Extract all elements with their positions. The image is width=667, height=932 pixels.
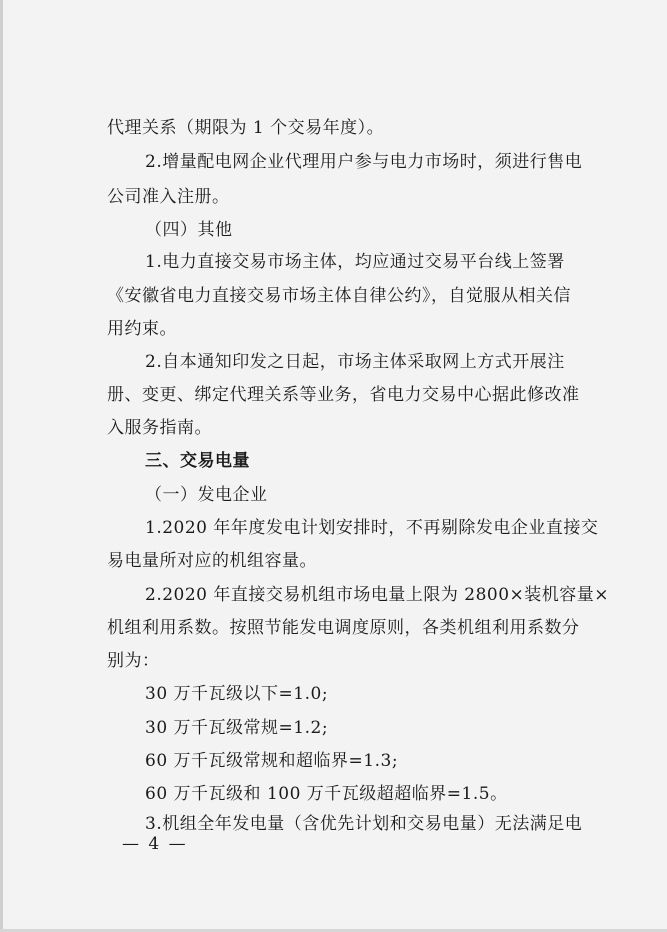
list-item: 60 万千瓦级和 100 万千瓦级超超临界=1.5。: [145, 784, 508, 804]
body-line: 3.机组全年发电量（含优先计划和交易电量）无法满足电: [145, 814, 583, 834]
body-line: 2.自本通知印发之日起，市场主体采取网上方式开展注: [145, 352, 565, 372]
body-line: 1.电力直接交易市场主体，均应通过交易平台线上签署: [145, 252, 565, 272]
scan-left-edge: [0, 0, 3, 932]
body-line: 别为：: [107, 651, 160, 671]
body-line: 机组利用系数。按照节能发电调度原则，各类机组利用系数分: [107, 618, 580, 638]
body-line: 《安徽省电力直接交易市场主体自律公约》，自觉服从相关信: [107, 286, 571, 306]
body-line: 2.2020 年直接交易机组市场电量上限为 2800×装机容量×: [145, 585, 610, 605]
body-line: 代理关系（期限为 1 个交易年度）。: [107, 118, 385, 138]
body-line: 入服务指南。: [107, 418, 212, 438]
body-line: 册、变更、绑定代理关系等业务，省电力交易中心据此修改准: [107, 385, 580, 405]
body-line: 1.2020 年年度发电计划安排时，不再剔除发电企业直接交: [145, 518, 599, 538]
section-heading: （一）发电企业: [145, 485, 268, 505]
section-heading: （四）其他: [145, 220, 233, 240]
chapter-heading: 三、交易电量: [145, 451, 250, 471]
page-number: — 4 —: [122, 834, 188, 854]
list-item: 60 万千瓦级常规和超临界=1.3;: [145, 751, 399, 771]
list-item: 30 万千瓦级常规=1.2;: [145, 718, 329, 738]
body-line: 2.增量配电网企业代理用户参与电力市场时，须进行售电: [145, 152, 583, 172]
body-line: 易电量所对应的机组容量。: [107, 551, 317, 571]
body-line: 用约束。: [107, 319, 177, 339]
list-item: 30 万千瓦级以下=1.0;: [145, 684, 329, 704]
body-line: 公司准入注册。: [107, 187, 230, 207]
